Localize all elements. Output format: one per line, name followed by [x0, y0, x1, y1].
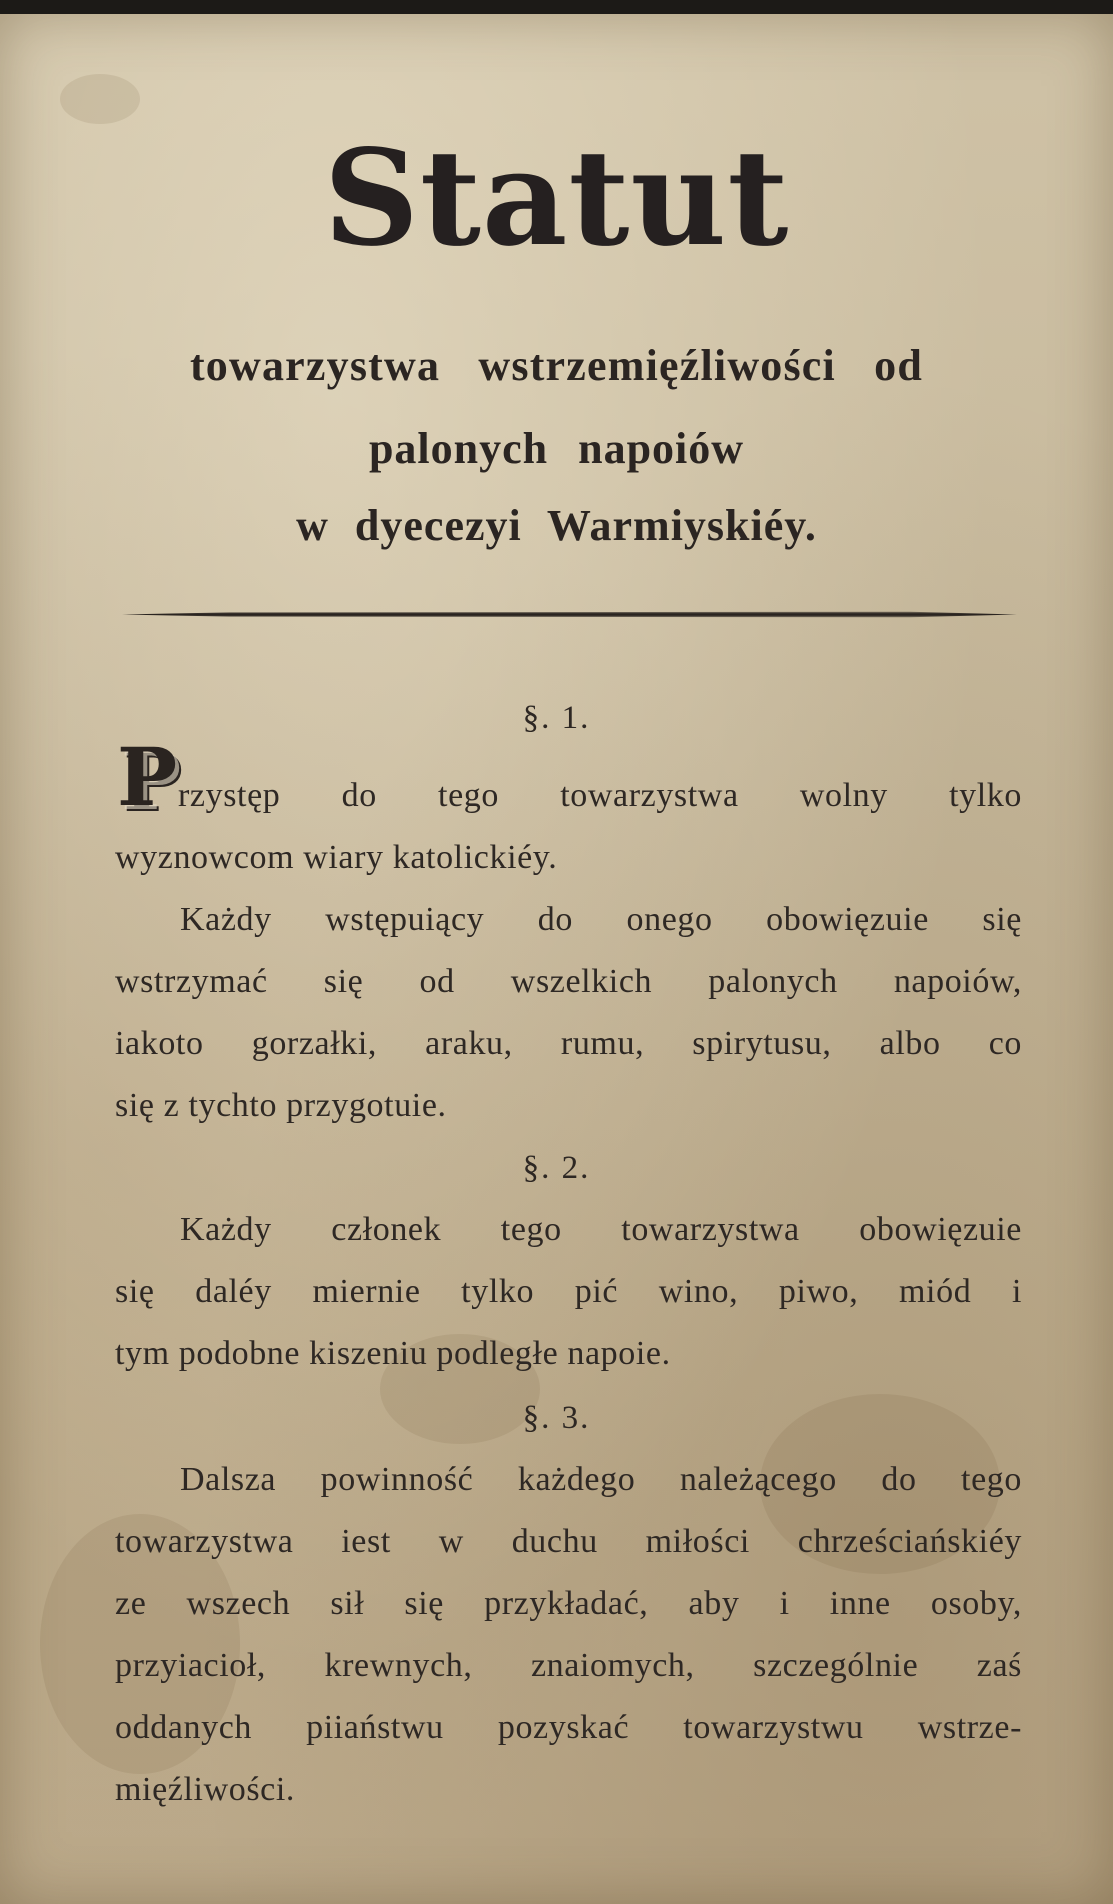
- section-3-line-2: towarzystwa iest w duchu miłości chrześciańskiéy: [115, 1523, 1022, 1560]
- section-3-line-5: oddanych piiaństwu pozyskać towarzystwu wstrze-: [115, 1709, 1022, 1746]
- section-2-line-2: się daléy miernie tylko pić wino, piwo, miód i: [115, 1273, 1022, 1310]
- section-heading-2: §. 2.: [522, 1150, 591, 1186]
- section-1-line-5: iakoto gorzałki, araku, rumu, spirytusu, albo co: [115, 1025, 1022, 1062]
- section-2-line-3: tym podobne kiszeniu podległe napoie.: [115, 1335, 671, 1372]
- subtitle-line-3: w dyecezyi Warmiyskiéy.: [296, 501, 817, 550]
- document-page: [0, 14, 1113, 1904]
- section-3-line-1: Dalsza powinność każdego należącego do tego: [180, 1461, 1022, 1498]
- subtitle-line-2: palonych napoiów: [368, 424, 745, 473]
- document-title: Statut: [323, 121, 790, 276]
- section-heading-1: §. 1.: [522, 700, 591, 736]
- section-3-line-6: mięźliwości.: [115, 1771, 295, 1808]
- section-1-line-4: wstrzymać się od wszelkich palonych napoiów,: [115, 963, 1022, 1000]
- subtitle-line-1: towarzystwa wstrzemięźliwości od: [189, 341, 924, 390]
- paper-stain: [60, 74, 140, 124]
- section-1-line-2: wyznowcom wiary katolickiéy.: [115, 839, 558, 876]
- drop-cap: P: [117, 730, 178, 824]
- section-1-line-3: Każdy wstępuiący do onego obowięzuie się: [180, 901, 1022, 938]
- section-3-line-3: ze wszech sił się przykładać, aby i inne osoby,: [115, 1585, 1022, 1622]
- ornamental-rule: [122, 611, 1018, 618]
- section-heading-3: §. 3.: [522, 1400, 591, 1436]
- section-1-line-6: się z tychto przygotuie.: [115, 1087, 447, 1124]
- section-2-line-1: Każdy członek tego towarzystwa obowięzuie: [180, 1211, 1022, 1248]
- section-3-line-4: przyiacioł, krewnych, znaiomych, szczególnie zaś: [115, 1647, 1022, 1684]
- section-1-line-1: rzystęp do tego towarzystwa wolny tylko: [178, 777, 1022, 814]
